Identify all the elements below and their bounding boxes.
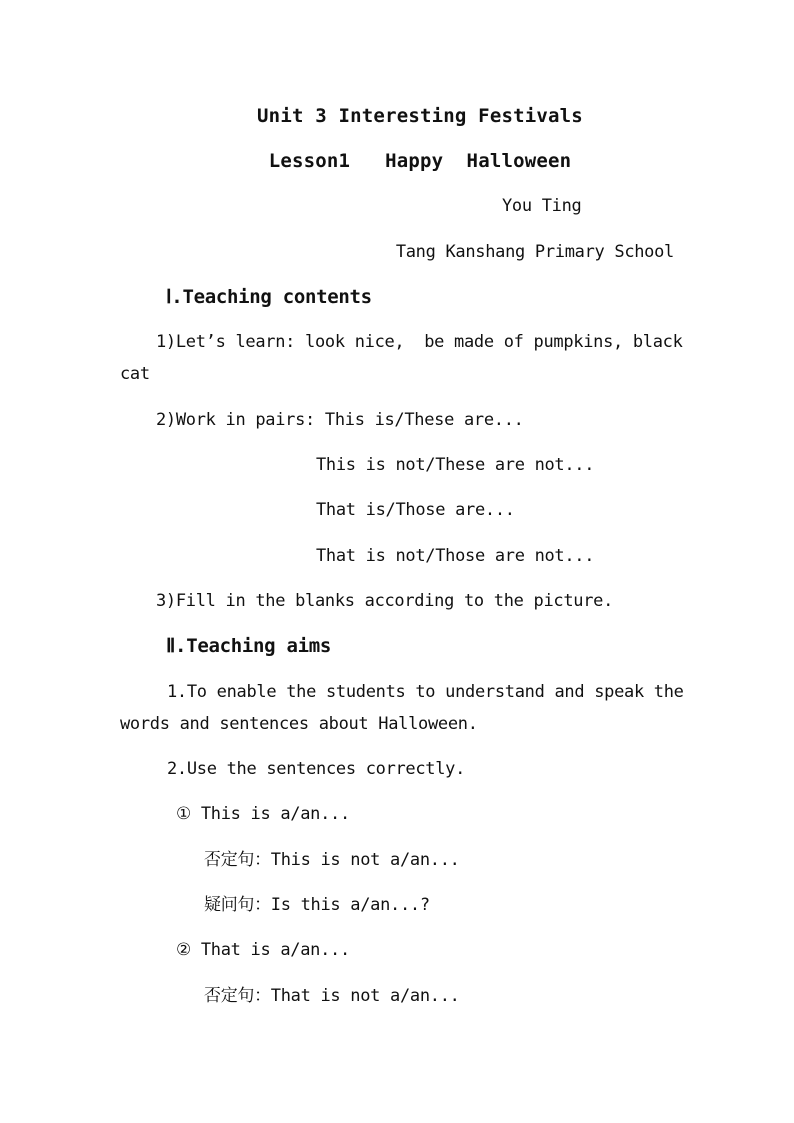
pattern-1-question: 疑问句：Is this a/an...? <box>204 895 430 915</box>
content-item-1: 1)Let’s learn: look nice, be made of pumpkins, black <box>156 332 683 352</box>
school-name: Tang Kanshang Primary School <box>395 242 674 262</box>
content-item-2: 2)Work in pairs: This is/These are... <box>156 410 524 430</box>
aim-1-cont: words and sentences about Halloween. <box>120 714 478 734</box>
content-item-3: 3)Fill in the blanks according to the picture. <box>156 591 614 611</box>
pattern-1-negative: 否定句：This is not a/an... <box>204 850 460 870</box>
content-item-2-line3: That is/Those are... <box>316 500 515 520</box>
content-item-2-line4: That is not/Those are not... <box>316 546 595 566</box>
pattern-2: ② That is a/an... <box>176 940 350 960</box>
section-heading-aims: Ⅱ.Teaching aims <box>166 635 331 657</box>
pattern-2-negative: 否定句：That is not a/an... <box>204 986 460 1006</box>
section-heading-contents: Ⅰ.Teaching contents <box>166 286 372 308</box>
author-name: You Ting <box>502 196 582 216</box>
lesson-title: Lesson1 Happy Halloween <box>268 150 572 172</box>
pattern-1: ① This is a/an... <box>176 804 350 824</box>
aim-2: 2.Use the sentences correctly. <box>167 759 466 779</box>
content-item-1-cont: cat <box>120 364 150 384</box>
document-title: Unit 3 Interesting Festivals <box>257 105 583 127</box>
aim-1: 1.To enable the students to understand and speak the <box>167 682 684 702</box>
content-item-2-line2: This is not/These are not... <box>316 455 595 475</box>
